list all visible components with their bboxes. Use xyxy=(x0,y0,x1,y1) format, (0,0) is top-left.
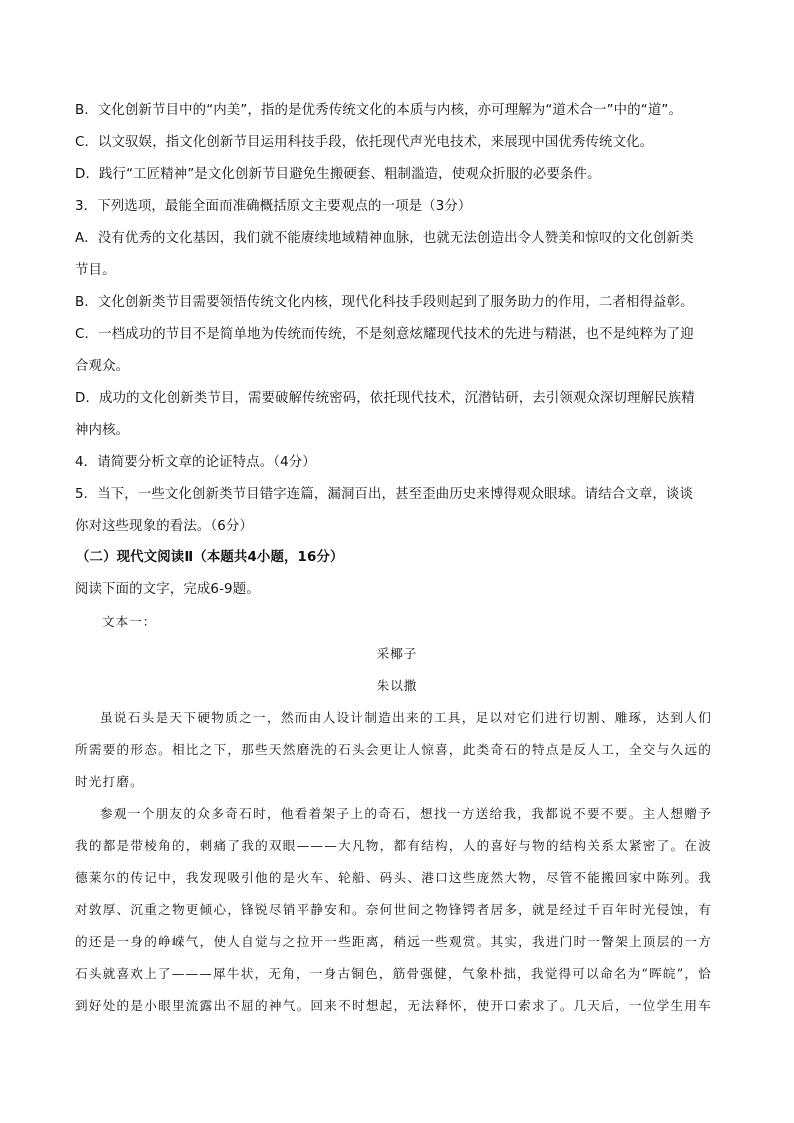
q5-stem-line2: 你对这些现象的看法。（6分） xyxy=(75,519,253,534)
q3-option-d-line2: 神内核。 xyxy=(75,423,130,438)
q2-option-b: B．文化创新节目中的“内美”，指的是优秀传统文化的本质与内核，亦可理解为“道术合一”中的“道”。 xyxy=(75,103,683,118)
essay-author: 朱以撒 xyxy=(376,678,418,693)
q5-stem-line1: 5．当下，一些文化创新类节目错字连篇，漏洞百出，甚至歪曲历史来博得观众眼球。请结合文章，谈谈 xyxy=(75,487,693,502)
q3-option-a-line1: A．没有优秀的文化基因，我们就不能赓续地域精神血脉，也就无法创造出令人赞美和惊叹的文化创新类 xyxy=(75,231,694,246)
q3-option-d-line1: D．成功的文化创新类节目，需要破解传统密码，依托现代技术，沉潜钻研，去引领观众深切理解民族精 xyxy=(75,391,695,406)
section-heading: （二）现代文阅读Ⅱ（本题共4小题，16分） xyxy=(76,550,344,565)
essay-line: 对敦厚、沉重之物更倾心，锋锐尽销平静安和。奈何世间之物锋锷者居多，就是经过千百年时光侵蚀，有 xyxy=(75,902,712,917)
essay-line: 德莱尔的传记中，我发现吸引他的是火车、轮船、码头、港口这些庞然大物，尽管不能搬回家中陈列。我 xyxy=(75,870,712,885)
essay-title: 采椰子 xyxy=(376,646,418,661)
essay-line: 的还是一身的峥嵘气，使人自觉与之拉开一些距离，稍远一些观赏。其实，我进门时一瞥架上顶层的一方 xyxy=(75,934,712,949)
q3-option-c-line1: C．一档成功的节目不是简单地为传统而传统，不是刻意炫耀现代技术的先进与精湛，也不是纯粹为了迎 xyxy=(75,327,694,342)
essay-line: 虽说石头是天下硬物质之一，然而由人设计制造出来的工具，足以对它们进行切割、雕琢，达到人们 xyxy=(100,710,712,725)
essay-line: 到好处的是小眼里流露出不屈的神气。回来不时想起，无法释怀，使开口索求了。几天后，一位学生用车 xyxy=(75,998,712,1013)
essay-line: 我的都是带棱角的，刺痛了我的双眼———大凡物，都有结构，人的喜好与物的结构关系太紧密了。在波 xyxy=(75,838,712,853)
q3-stem: 3．下列选项，最能全面而准确概括原文主要观点的一项是（3分） xyxy=(75,199,472,214)
essay-line: 石头就喜欢上了———犀牛状，无角，一身古铜色，筋骨强健，气象朴拙，我觉得可以命名为“晖皖”，恰 xyxy=(75,966,712,981)
essay-line: 所需要的形态。相比之下，那些天然磨洗的石头会更让人惊喜，此类奇石的特点是反人工，全交与久远的 xyxy=(75,742,712,757)
q4-stem: 4．请简要分析文章的论证特点。（4分） xyxy=(75,455,316,470)
essay-line: 参观一个朋友的众多奇石时，他看着架子上的奇石，想找一方送给我，我都说不要不要。主人想赠予 xyxy=(100,806,712,821)
q3-option-a-line2: 节目。 xyxy=(75,263,116,278)
essay-line: 时光打磨。 xyxy=(75,774,144,789)
text-label: 文本一： xyxy=(102,614,157,629)
q3-option-c-line2: 合观众。 xyxy=(75,359,130,374)
section-instruction: 阅读下面的文字，完成6-9题。 xyxy=(75,582,260,597)
q3-option-b: B．文化创新类节目需要领悟传统文化内核，现代化科技手段则起到了服务助力的作用，二者相得益彰。 xyxy=(75,295,694,310)
q2-option-d: D．践行“工匠精神”是文化创新节目避免生搬硬套、粗制滥造，使观众折服的必要条件。 xyxy=(75,167,601,182)
q2-option-c: C．以文驭娱，指文化创新节目运用科技手段，依托现代声光电技术，来展现中国优秀传统文化。 xyxy=(75,135,654,150)
